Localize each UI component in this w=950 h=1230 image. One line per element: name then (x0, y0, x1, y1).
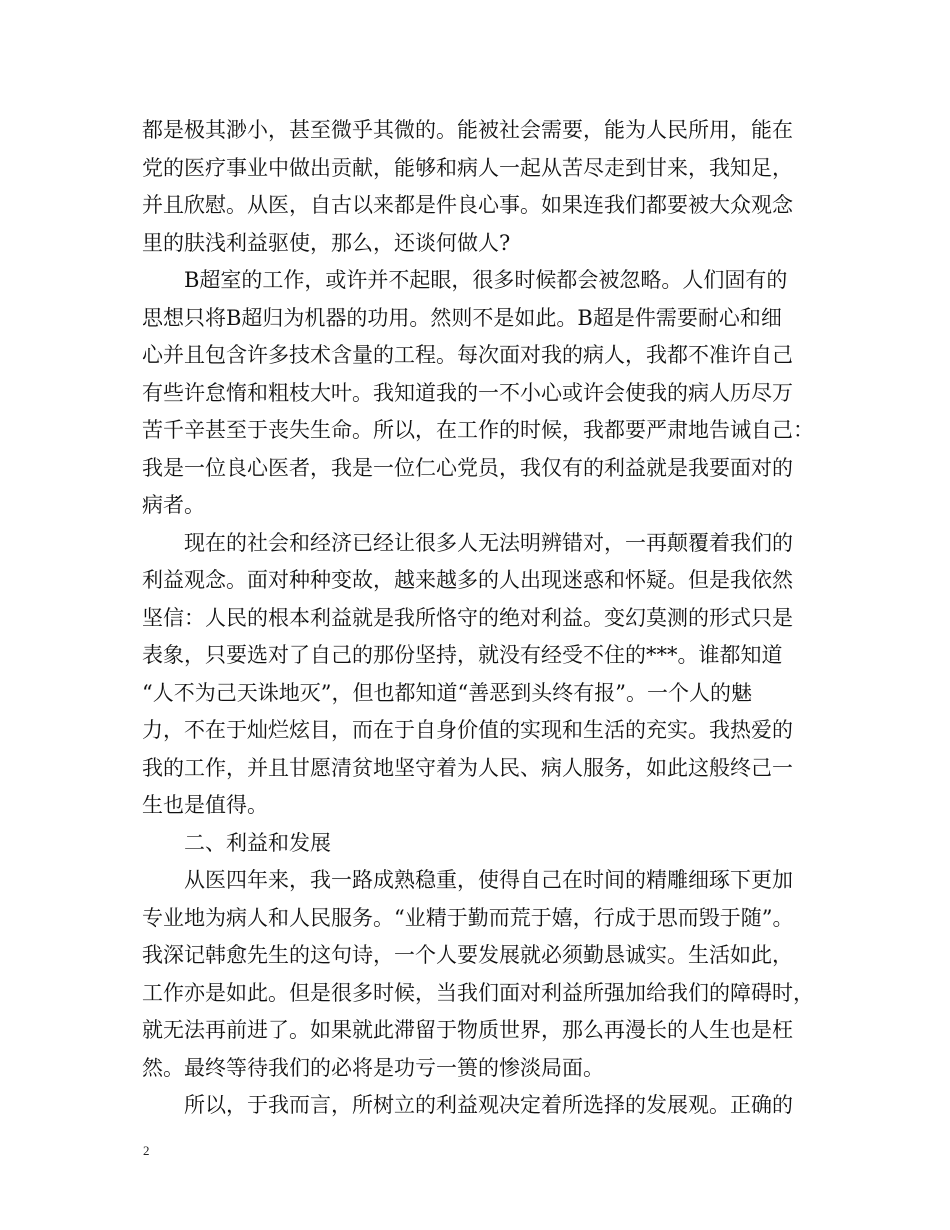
text-line: 都是极其渺小，甚至微乎其微的。能被社会需要，能为人民所用，能在 (142, 118, 793, 142)
text-line: 现在的社会和经济已经让很多人无法明辨错对，一再颠覆着我们的 (184, 530, 793, 555)
text-line: 所以，于我而言，所树立的利益观决定着所选择的发展观。正确的 (184, 1093, 793, 1117)
page-number: 2 (143, 1143, 150, 1158)
text-line: B超室的工作，或许并不起眼，很多时候都会被忽略。人们固有的 (184, 268, 788, 292)
text-line: 力，不在于灿烂炫目，而在于自身价值的实现和生活的充实。我热爱的 (142, 718, 793, 742)
text-line: 生也是值得。 (142, 793, 268, 817)
text-line: 然。最终等待我们的必将是功亏一篑的惨淡局面。 (142, 1055, 604, 1080)
text-line: 病者。 (142, 493, 205, 517)
text-line: 里的肤浅利益驱使，那么，还谈何做人? (142, 230, 511, 255)
text-line: 苦千辛甚至于丧失生命。所以，在工作的时候，我都要严肃地告诫自己： (142, 418, 814, 442)
paragraph (142, 825, 822, 863)
text-line: 我的工作，并且甘愿清贫地坚守着为人民、病人服务，如此这般终己一 (142, 755, 793, 780)
text-line: 心并且包含许多技术含量的工程。每次面对我的病人，我都不准许自己 (142, 343, 793, 367)
document-body (142, 112, 822, 1125)
text-line: “人不为己天诛地灭”，但也都知道“善恶到头终有报”。一个人的魅 (142, 680, 752, 705)
paragraph (142, 112, 822, 262)
text-line: 就无法再前进了。如果就此滞留于物质世界，那么再漫长的人生也是枉 (142, 1018, 793, 1042)
text-line: 我深记韩愈先生的这句诗，一个人要发展就必须勤恳诚实。生活如此， (142, 943, 793, 967)
text-line: 并且欣慰。从医，自古以来都是件良心事。如果连我们都要被大众观念 (142, 193, 793, 217)
text-line: 表象，只要选对了自己的那份坚持，就没有经受不住的***。谁都知道 (142, 643, 783, 667)
text-line: 党的医疗事业中做出贡献，能够和病人一起从苦尽走到甘来，我知足， (142, 155, 793, 180)
text-line: 工作亦是如此。但是很多时候，当我们面对利益所强加给我们的障碍时， (142, 980, 814, 1005)
text-line: 坚信：人民的根本利益就是我所恪守的绝对利益。变幻莫测的形式只是 (142, 605, 793, 630)
paragraph (142, 1087, 822, 1125)
paragraph (142, 525, 822, 825)
text-line: 我是一位良心医者，我是一位仁心党员，我仅有的利益就是我要面对的 (142, 455, 793, 480)
text-line: 有些许怠惰和粗枝大叶。我知道我的一不小心或许会使我的病人历尽万 (142, 380, 793, 405)
text-line: 从医四年来，我一路成熟稳重，使得自己在时间的精雕细琢下更加 (184, 868, 793, 892)
paragraph (142, 862, 822, 1087)
text-line: 二、利益和发展 (184, 830, 331, 855)
text-line: 专业地为病人和人民服务。“业精于勤而荒于嬉，行成于思而毁于随”。 (142, 905, 794, 930)
paragraph (142, 262, 822, 525)
text-line: 思想只将B超归为机器的功用。然则不是如此。B超是件需要耐心和细 (142, 305, 782, 330)
text-line: 利益观念。面对种种变故，越来越多的人出现迷惑和怀疑。但是我依然 (142, 568, 793, 592)
